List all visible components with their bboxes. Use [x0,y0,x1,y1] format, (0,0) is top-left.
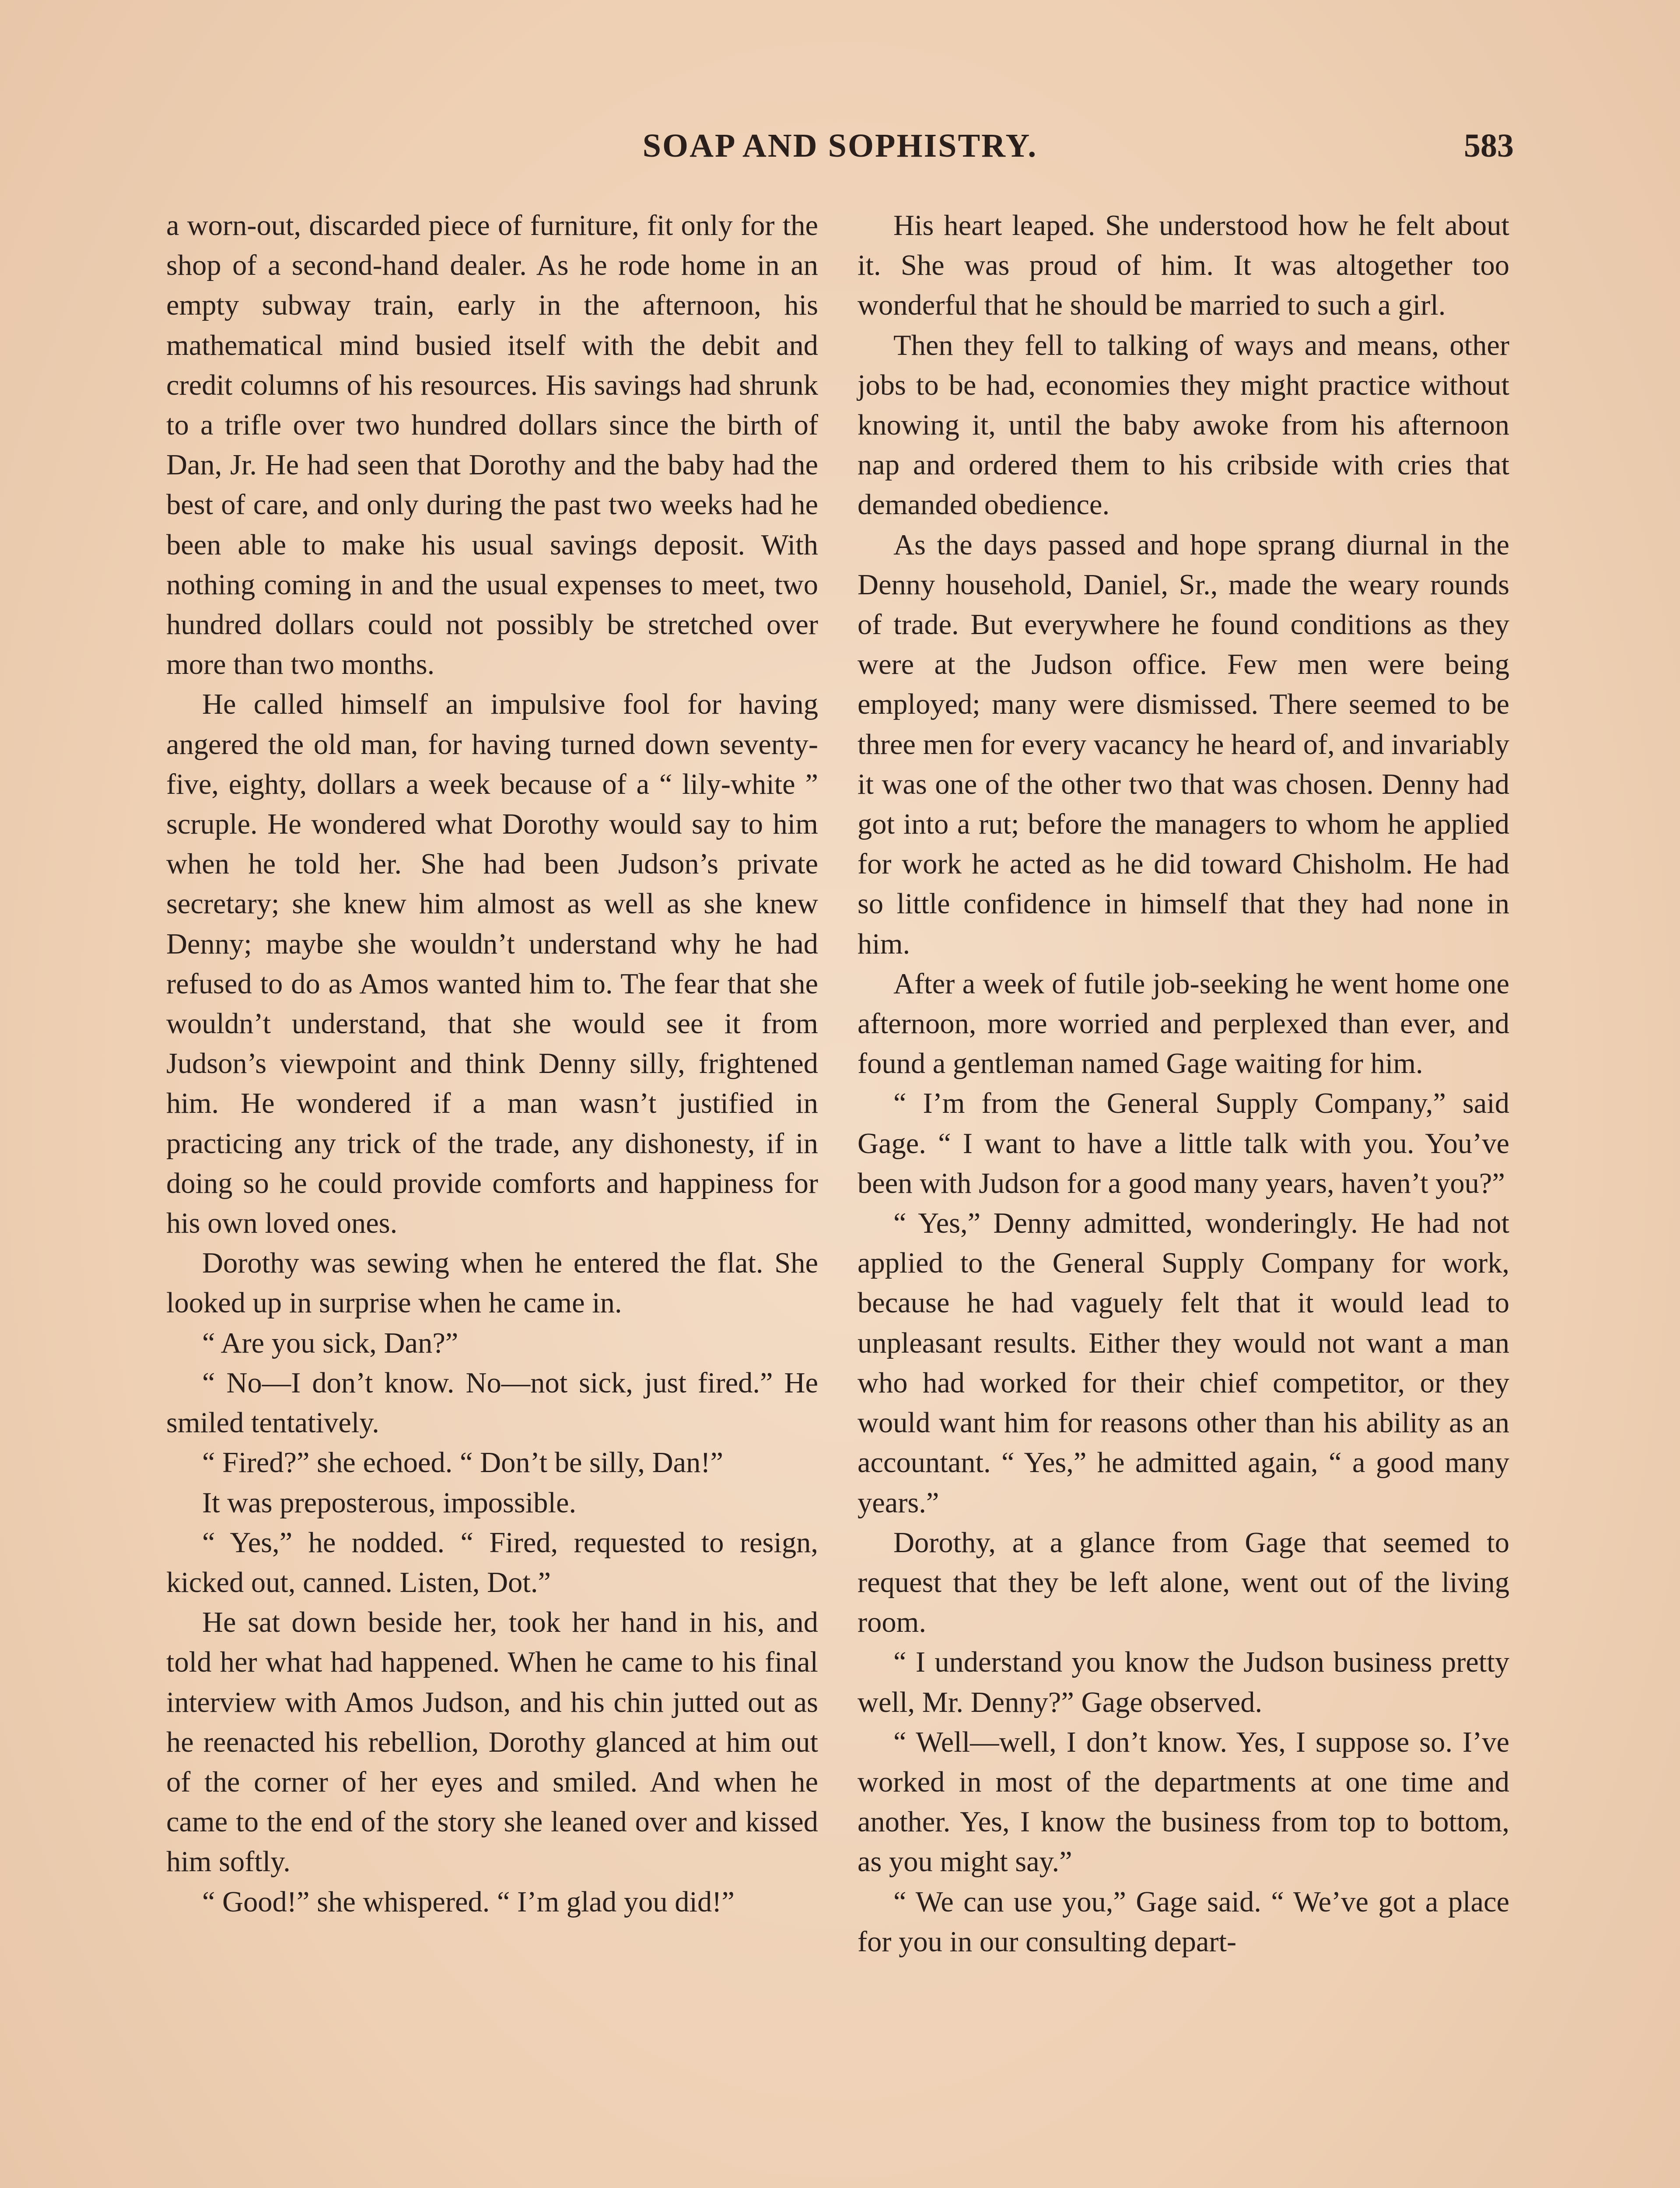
paragraph: As the days passed and hope sprang diurnal in the Denny household, Daniel, Sr., made the weary rounds of trade. But everywhere he found conditions as they were at the Judson office. Few men were being employed; many were dismissed. There seemed to be three men for every vacancy he heard of, and invariably it was one of the other two that was chosen. Denny had got into a rut; before the managers to whom he applied for work he acted as he did toward Chisholm. He had so little confidence in himself that they had none in him. [858,529,1509,960]
paragraph: He called himself an impulsive fool for having angered the old man, for having turned down seventy-five, eighty, dollars a week because of a “ lily-white ” scruple. He wondered what Dorothy would say to him when he told her. She had been Judson’s private secretary; she knew him almost as well as she knew Denny; maybe she wouldn’t understand why he had refused to do as Amos wanted him to. The fear that she wouldn’t understand, that she would see it from Judson’s viewpoint and think Denny silly, frightened him. He wondered if a man wasn’t justified in practicing any trick of the trade, any dishonesty, if in doing so he could provide comforts and happiness for his own loved ones. [166,688,818,1240]
right-column [858,206,1509,1962]
left-column [166,206,818,1922]
paragraph: a worn-out, discarded piece of furniture, fit only for the shop of a second-hand dealer. As he rode home in an empty subway train, early in the afternoon, his mathematical mind busied itself with the debit and credit columns of his resources. His savings had shrunk to a trifle over two hundred dollars since the birth of Dan, Jr. He had seen that Dorothy and the baby had the best of care, and only during the past two weeks had he been able to make his usual savings deposit. With nothing coming in and the usual expenses to meet, two hundred dollars could not possibly be stretched over more than two months. [166,210,818,681]
running-head-title: SOAP AND SOPHISTRY. [642,127,1038,164]
paragraph: “ Fired?” she echoed. “ Don’t be silly, Dan!” [202,1447,724,1479]
paragraph: Dorothy was sewing when he entered the flat. She looked up in surprise when he came in. [166,1247,818,1319]
paragraph: “ Good!” she whispered. “ I’m glad you did!” [202,1886,735,1918]
paragraph: He sat down beside her, took her hand in his, and told her what had happened. When he came to his final interview with Amos Judson, and his chin jutted out as he reenacted his rebellion, Dorothy glanced at him out of the corner of her eyes and smiled. And when he came to the end of the story she leaned over and kissed him softly. [166,1606,818,1878]
paragraph: “ Yes,” he nodded. “ Fired, requested to resign, kicked out, canned. Listen, Dot.” [166,1526,818,1599]
paragraph: “ No—I don’t know. No—not sick, just fired.” He smiled tentatively. [166,1367,818,1439]
paragraph: Then they fell to talking of ways and means, other jobs to be had, economies they might practice without knowing it, until the baby awoke from his afternoon nap and ordered them to his cribside with cries that demanded obedience. [858,329,1509,521]
paragraph: “ I’m from the General Supply Company,” said Gage. “ I want to have a little talk with you. You’ve been with Judson for a good many years, haven’t you?” [858,1087,1509,1199]
page-number: 583 [1464,127,1514,164]
paragraph: “ Yes,” Denny admitted, wonderingly. He had not applied to the General Supply Company for work, because he had vaguely felt that it would lead to unpleasant results. Either they would not want a man who had worked for their chief competitor, or they would want him for reasons other than his ability as an accountant. “ Yes,” he admitted again, “ a good many years.” [858,1207,1509,1519]
paragraph: “ Well—well, I don’t know. Yes, I suppose so. I’ve worked in most of the departments at one time and another. Yes, I know the business from top to bottom, as you might say.” [858,1726,1509,1878]
paragraph: His heart leaped. She understood how he felt about it. She was proud of him. It was altogether too wonderful that he should be married to such a girl. [858,210,1509,322]
paragraph: “ Are you sick, Dan?” [202,1327,458,1359]
paragraph: “ We can use you,” Gage said. “ We’ve got a place for you in our consulting depart- [858,1886,1509,1958]
paragraph: After a week of futile job-seeking he went home one afternoon, more worried and perplexed than ever, and found a gentleman named Gage waiting for him. [858,968,1509,1080]
paragraph: Dorothy, at a glance from Gage that seemed to request that they be left alone, went out of the living room. [858,1526,1509,1639]
running-head [166,127,1514,175]
paragraph: “ I understand you know the Judson business pretty well, Mr. Denny?” Gage observed. [858,1646,1509,1718]
paragraph: It was preposterous, impossible. [202,1487,577,1519]
